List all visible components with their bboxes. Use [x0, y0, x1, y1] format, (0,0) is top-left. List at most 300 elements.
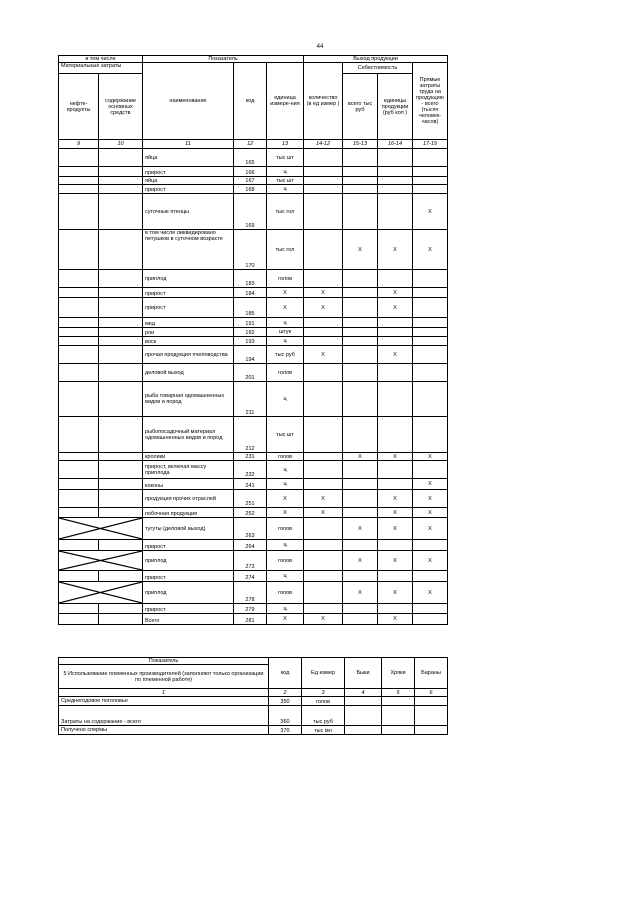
table-row — [59, 270, 448, 288]
section5-row-unit: тыс мл — [302, 726, 345, 735]
cell-soderzh[interactable] — [99, 288, 143, 298]
x-mark: X — [378, 582, 413, 604]
section5-cell[interactable] — [415, 726, 448, 735]
colnum: 4 — [345, 689, 382, 697]
cell-neftep[interactable] — [59, 364, 99, 382]
table-row — [59, 346, 448, 364]
row-name: воск — [143, 337, 234, 346]
section5-cell[interactable] — [415, 706, 448, 726]
cell-neftep[interactable] — [59, 479, 99, 490]
cell-kolichestvo[interactable] — [304, 382, 343, 417]
cell-sebestoimost-vsego[interactable] — [343, 288, 378, 298]
cell-kolichestvo[interactable] — [304, 571, 343, 582]
section5-row-code: 370 — [269, 726, 302, 735]
cell-sebestoimost-vsego[interactable] — [343, 364, 378, 382]
row-code: 279 — [234, 604, 267, 614]
colnum: 5 — [382, 689, 415, 697]
cell-sebestoimost-vsego[interactable] — [343, 382, 378, 417]
cell-sebestoimost-edinitsy[interactable] — [378, 185, 413, 194]
cell-kolichestvo[interactable] — [304, 318, 343, 328]
cell-pryamye-zatraty[interactable] — [413, 614, 448, 625]
row-name: кролики — [143, 453, 234, 461]
row-unit: X — [267, 298, 304, 318]
row-unit: ц — [267, 540, 304, 551]
row-name: прирост — [143, 167, 234, 177]
row-name: прирост — [143, 298, 234, 318]
section5-cell[interactable] — [345, 697, 382, 706]
cell-pryamye-zatraty[interactable] — [413, 288, 448, 298]
cell-soderzh[interactable] — [99, 270, 143, 288]
cell-pryamye-zatraty[interactable] — [413, 337, 448, 346]
cell-sebestoimost-vsego[interactable] — [343, 318, 378, 328]
section5-kod: код — [269, 658, 302, 689]
cell-neftep[interactable] — [59, 508, 99, 518]
row-unit: тыс руб — [267, 346, 304, 364]
table-row — [59, 328, 448, 337]
cell-soderzh[interactable] — [99, 167, 143, 177]
x-mark: X — [343, 230, 378, 270]
table-row — [59, 551, 448, 571]
row-code: 211 — [234, 382, 267, 417]
cell-sebestoimost-edinitsy[interactable] — [378, 417, 413, 453]
header-materialnye: Материальные затраты — [59, 63, 143, 74]
cell-pryamye-zatraty[interactable] — [413, 417, 448, 453]
cell-sebestoimost-edinitsy[interactable] — [378, 149, 413, 167]
cell-pryamye-zatraty[interactable] — [413, 177, 448, 185]
colnum: 6 — [415, 689, 448, 697]
row-name: Всего — [143, 614, 234, 625]
cell-neftep[interactable] — [59, 298, 99, 318]
cell-neftep[interactable] — [59, 194, 99, 230]
cell-sebestoimost-edinitsy[interactable] — [378, 194, 413, 230]
x-mark: X — [413, 453, 448, 461]
cell-neftep[interactable] — [59, 318, 99, 328]
cell-soderzh[interactable] — [99, 382, 143, 417]
table-row — [59, 177, 448, 185]
table-row — [59, 337, 448, 346]
cell-pryamye-zatraty[interactable] — [413, 318, 448, 328]
row-name: приплод — [143, 551, 234, 571]
colnum: 1 — [59, 689, 269, 697]
cell-sebestoimost-edinitsy[interactable] — [378, 364, 413, 382]
cell-soderzh[interactable] — [99, 328, 143, 337]
row-code: 232 — [234, 461, 267, 479]
x-mark: X — [413, 479, 448, 490]
row-name: прирост, включая массу приплода — [143, 461, 234, 479]
header-vsego-rub: всего тыс руб — [343, 74, 378, 140]
row-code: 184 — [234, 288, 267, 298]
cell-soderzh[interactable] — [99, 461, 143, 479]
row-name: яйца — [143, 149, 234, 167]
cell-pryamye-zatraty[interactable] — [413, 382, 448, 417]
cell-pryamye-zatraty[interactable] — [413, 604, 448, 614]
row-unit: голов — [267, 270, 304, 288]
row-name: коконы — [143, 479, 234, 490]
cell-sebestoimost-vsego[interactable] — [343, 185, 378, 194]
header-soderzh: содержание основных средств — [99, 74, 143, 140]
table-row — [59, 194, 448, 230]
x-mark: X — [413, 518, 448, 540]
row-code: 167 — [234, 177, 267, 185]
row-name: прирост — [143, 604, 234, 614]
section5-cell[interactable] — [382, 697, 415, 706]
section5-column-numbers — [59, 689, 448, 697]
column-numbers — [59, 140, 448, 149]
row-name: мед — [143, 318, 234, 328]
cell-pryamye-zatraty[interactable] — [413, 364, 448, 382]
cell-kolichestvo[interactable] — [304, 194, 343, 230]
cell-kolichestvo[interactable] — [304, 540, 343, 551]
cell-neftep[interactable] — [59, 571, 99, 582]
cell-kolichestvo[interactable] — [304, 479, 343, 490]
row-unit: ц — [267, 318, 304, 328]
cell-pryamye-zatraty[interactable] — [413, 149, 448, 167]
production-output-table — [58, 55, 448, 625]
x-mark: X — [304, 490, 343, 508]
cell-neftep[interactable] — [59, 230, 99, 270]
table-row — [59, 582, 448, 604]
section5-title: 5 Использование племенных производителей (заполняют только организации по племенной работе) — [59, 665, 269, 689]
cell-sebestoimost-vsego[interactable] — [343, 337, 378, 346]
row-unit: тыс шт — [267, 149, 304, 167]
section5-pokazatel: Показатель — [59, 658, 269, 665]
cell-kolichestvo[interactable] — [304, 149, 343, 167]
section5-row-unit: тыс руб — [302, 706, 345, 726]
header-pokazatel: Показатель — [143, 56, 304, 63]
table-header — [59, 56, 448, 149]
table-row — [59, 508, 448, 518]
section5-row-name: Получено спермы — [59, 726, 269, 735]
cell-kolichestvo[interactable] — [304, 270, 343, 288]
cell-pryamye-zatraty[interactable] — [413, 571, 448, 582]
row-code: 264 — [234, 540, 267, 551]
row-code: 165 — [234, 149, 267, 167]
x-mark: X — [413, 551, 448, 571]
cell-sebestoimost-vsego[interactable] — [343, 508, 378, 518]
row-code: 185 — [234, 298, 267, 318]
header-kod: код — [234, 63, 267, 140]
colnum: 13 — [267, 140, 304, 149]
cell-kolichestvo[interactable] — [304, 364, 343, 382]
cell-sebestoimost-edinitsy[interactable] — [378, 479, 413, 490]
cell-soderzh[interactable] — [99, 318, 143, 328]
cell-kolichestvo[interactable] — [304, 167, 343, 177]
section5-cell[interactable] — [382, 726, 415, 735]
cell-sebestoimost-edinitsy[interactable] — [378, 540, 413, 551]
table-row — [59, 479, 448, 490]
colnum: 10 — [99, 140, 143, 149]
cell-sebestoimost-vsego[interactable] — [343, 479, 378, 490]
table-row — [59, 298, 448, 318]
x-mark: X — [304, 508, 343, 518]
cell-soderzh[interactable] — [99, 604, 143, 614]
row-code: 191 — [234, 318, 267, 328]
cell-pryamye-zatraty[interactable] — [413, 328, 448, 337]
row-unit: голов — [267, 453, 304, 461]
cell-sebestoimost-vsego[interactable] — [343, 270, 378, 288]
cell-sebestoimost-vsego[interactable] — [343, 614, 378, 625]
cell-neftep[interactable] — [59, 461, 99, 479]
cell-sebestoimost-vsego[interactable] — [343, 490, 378, 508]
section5-cell[interactable] — [415, 697, 448, 706]
x-mark: X — [413, 194, 448, 230]
cell-soderzh[interactable] — [99, 571, 143, 582]
table-row — [59, 318, 448, 328]
table-row — [59, 461, 448, 479]
cell-sebestoimost-vsego[interactable] — [343, 604, 378, 614]
x-mark: X — [378, 298, 413, 318]
row-unit: голов — [267, 551, 304, 571]
cell-sebestoimost-vsego[interactable] — [343, 571, 378, 582]
cell-sebestoimost-edinitsy[interactable] — [378, 337, 413, 346]
cell-kolichestvo[interactable] — [304, 453, 343, 461]
cell-kolichestvo[interactable] — [304, 185, 343, 194]
header-sebestoimost: Себестоимость — [343, 63, 413, 74]
cell-sebestoimost-edinitsy[interactable] — [378, 177, 413, 185]
cell-sebestoimost-vsego[interactable] — [343, 417, 378, 453]
cell-neftep[interactable] — [59, 346, 99, 364]
cell-pryamye-zatraty[interactable] — [413, 167, 448, 177]
cell-neftep[interactable] — [59, 167, 99, 177]
colnum: 2 — [269, 689, 302, 697]
header-edinitsy: единицы продукции (руб коп ) — [378, 74, 413, 140]
colnum: 17-15 — [413, 140, 448, 149]
cell-sebestoimost-vsego[interactable] — [343, 194, 378, 230]
colnum: 9 — [59, 140, 99, 149]
x-mark: X — [343, 582, 378, 604]
row-name: прирост — [143, 288, 234, 298]
cell-neftep[interactable] — [59, 149, 99, 167]
cell-pryamye-zatraty[interactable] — [413, 461, 448, 479]
x-mark: X — [304, 288, 343, 298]
cell-neftep[interactable] — [59, 337, 99, 346]
row-code: 193 — [234, 337, 267, 346]
cell-soderzh[interactable] — [99, 490, 143, 508]
cell-soderzh[interactable] — [99, 417, 143, 453]
section5-cell[interactable] — [345, 706, 382, 726]
section5-row — [59, 697, 448, 706]
cell-kolichestvo[interactable] — [304, 230, 343, 270]
cell-neftep[interactable] — [59, 540, 99, 551]
cell-kolichestvo[interactable] — [304, 551, 343, 571]
cell-sebestoimost-edinitsy[interactable] — [378, 318, 413, 328]
cell-pryamye-zatraty[interactable] — [413, 270, 448, 288]
row-unit: голов — [267, 364, 304, 382]
cell-sebestoimost-vsego[interactable] — [343, 540, 378, 551]
cell-neftep[interactable] — [59, 328, 99, 337]
cell-soderzh[interactable] — [99, 194, 143, 230]
cell-kolichestvo[interactable] — [304, 328, 343, 337]
colnum: 16-14 — [378, 140, 413, 149]
row-code: 170 — [234, 230, 267, 270]
colnum: 15-13 — [343, 140, 378, 149]
row-name: побочная продукция — [143, 508, 234, 518]
table-row — [59, 604, 448, 614]
row-unit: тыс шт — [267, 417, 304, 453]
x-mark: X — [378, 518, 413, 540]
cell-sebestoimost-edinitsy[interactable] — [378, 604, 413, 614]
section5-byki: Быки — [345, 658, 382, 689]
table-row — [59, 417, 448, 453]
cell-sebestoimost-vsego[interactable] — [343, 461, 378, 479]
table-row — [59, 453, 448, 461]
table-row — [59, 364, 448, 382]
row-unit: тыс шт — [267, 177, 304, 185]
section5-row — [59, 706, 448, 726]
row-unit: ц — [267, 571, 304, 582]
cell-soderzh[interactable] — [99, 230, 143, 270]
row-name: продукция прочих отраслей — [143, 490, 234, 508]
crossed-out-cell — [59, 551, 143, 571]
row-unit: X — [267, 288, 304, 298]
cell-kolichestvo[interactable] — [304, 337, 343, 346]
row-code: 168 — [234, 185, 267, 194]
table-row — [59, 167, 448, 177]
row-name: рои — [143, 328, 234, 337]
section5-table — [58, 657, 448, 735]
cell-soderzh[interactable] — [99, 149, 143, 167]
row-name: яйца — [143, 177, 234, 185]
cell-sebestoimost-vsego[interactable] — [343, 346, 378, 364]
x-mark: X — [413, 230, 448, 270]
table-row — [59, 518, 448, 540]
table-body — [59, 149, 448, 625]
row-unit: тыс гол — [267, 194, 304, 230]
row-unit: X — [267, 614, 304, 625]
row-name: тугуты (деловой выход) — [143, 518, 234, 540]
row-name: рыбопосадочный материал одомашненных видов и пород — [143, 417, 234, 453]
cell-soderzh[interactable] — [99, 453, 143, 461]
cell-kolichestvo[interactable] — [304, 177, 343, 185]
cell-neftep[interactable] — [59, 614, 99, 625]
row-name: в том числе ликвидировано петушков в суточном возрасте — [143, 230, 234, 270]
cell-pryamye-zatraty[interactable] — [413, 185, 448, 194]
section5-khryaki: Хряки — [382, 658, 415, 689]
header-naimenovanie: наименование — [143, 63, 234, 140]
row-code: 252 — [234, 508, 267, 518]
cell-kolichestvo[interactable] — [304, 518, 343, 540]
cell-sebestoimost-vsego[interactable] — [343, 298, 378, 318]
colnum: 11 — [143, 140, 234, 149]
row-code: 263 — [234, 518, 267, 540]
cell-sebestoimost-edinitsy[interactable] — [378, 461, 413, 479]
x-mark: X — [343, 518, 378, 540]
cell-neftep[interactable] — [59, 490, 99, 508]
cell-pryamye-zatraty[interactable] — [413, 298, 448, 318]
crossed-out-cell — [59, 518, 143, 540]
cell-soderzh[interactable] — [99, 185, 143, 194]
x-mark: X — [378, 508, 413, 518]
row-unit: голов — [267, 582, 304, 604]
row-code: 166 — [234, 167, 267, 177]
row-unit: голов — [267, 518, 304, 540]
cell-soderzh[interactable] — [99, 540, 143, 551]
row-unit: ц — [267, 337, 304, 346]
row-name: рыба товарная одомашненных видов и пород — [143, 382, 234, 417]
cell-soderzh[interactable] — [99, 177, 143, 185]
crossed-out-cell — [59, 582, 143, 604]
cell-soderzh[interactable] — [99, 346, 143, 364]
cell-sebestoimost-vsego[interactable] — [343, 177, 378, 185]
table-row — [59, 288, 448, 298]
row-name: прирост — [143, 571, 234, 582]
colnum: 3 — [302, 689, 345, 697]
cell-sebestoimost-edinitsy[interactable] — [378, 328, 413, 337]
section5-row-unit: голов — [302, 697, 345, 706]
cell-soderzh[interactable] — [99, 614, 143, 625]
cell-sebestoimost-edinitsy[interactable] — [378, 270, 413, 288]
section5-cell[interactable] — [382, 706, 415, 726]
cell-soderzh[interactable] — [99, 337, 143, 346]
section5-cell[interactable] — [345, 726, 382, 735]
row-code: 192 — [234, 328, 267, 337]
cell-pryamye-zatraty[interactable] — [413, 540, 448, 551]
x-mark: X — [378, 614, 413, 625]
cell-neftep[interactable] — [59, 604, 99, 614]
x-mark: X — [378, 453, 413, 461]
cell-sebestoimost-vsego[interactable] — [343, 167, 378, 177]
x-mark: X — [413, 508, 448, 518]
row-unit: X — [267, 508, 304, 518]
row-unit: ц — [267, 604, 304, 614]
cell-soderzh[interactable] — [99, 298, 143, 318]
cell-kolichestvo[interactable] — [304, 461, 343, 479]
cell-neftep[interactable] — [59, 417, 99, 453]
table-row — [59, 614, 448, 625]
cell-sebestoimost-edinitsy[interactable] — [378, 167, 413, 177]
row-code: 251 — [234, 490, 267, 508]
row-code: 201 — [234, 364, 267, 382]
row-code: 281 — [234, 614, 267, 625]
cell-soderzh[interactable] — [99, 364, 143, 382]
cell-neftep[interactable] — [59, 185, 99, 194]
table-row — [59, 490, 448, 508]
header-kolichestvo: количество (в ед измер ) — [304, 63, 343, 140]
row-code: 274 — [234, 571, 267, 582]
row-unit: ц — [267, 479, 304, 490]
row-name: прирост — [143, 185, 234, 194]
x-mark: X — [378, 346, 413, 364]
cell-neftep[interactable] — [59, 270, 99, 288]
row-unit: тыс гол — [267, 230, 304, 270]
cell-kolichestvo[interactable] — [304, 604, 343, 614]
row-name: прирост — [143, 540, 234, 551]
row-name: деловой выход — [143, 364, 234, 382]
x-mark: X — [413, 490, 448, 508]
row-unit: ц — [267, 167, 304, 177]
cell-sebestoimost-edinitsy[interactable] — [378, 382, 413, 417]
cell-kolichestvo[interactable] — [304, 417, 343, 453]
section5-ed: Ед измер — [302, 658, 345, 689]
cell-pryamye-zatraty[interactable] — [413, 346, 448, 364]
cell-neftep[interactable] — [59, 382, 99, 417]
cell-neftep[interactable] — [59, 177, 99, 185]
cell-soderzh[interactable] — [99, 479, 143, 490]
cell-sebestoimost-vsego[interactable] — [343, 149, 378, 167]
table-row — [59, 185, 448, 194]
cell-soderzh[interactable] — [99, 508, 143, 518]
cell-kolichestvo[interactable] — [304, 582, 343, 604]
x-mark: X — [378, 551, 413, 571]
cell-neftep[interactable] — [59, 453, 99, 461]
x-mark: X — [378, 230, 413, 270]
cell-sebestoimost-vsego[interactable] — [343, 328, 378, 337]
cell-sebestoimost-edinitsy[interactable] — [378, 571, 413, 582]
row-unit: ц — [267, 461, 304, 479]
cell-neftep[interactable] — [59, 288, 99, 298]
page-number: 44 — [316, 44, 324, 50]
section5-row-code: 350 — [269, 697, 302, 706]
